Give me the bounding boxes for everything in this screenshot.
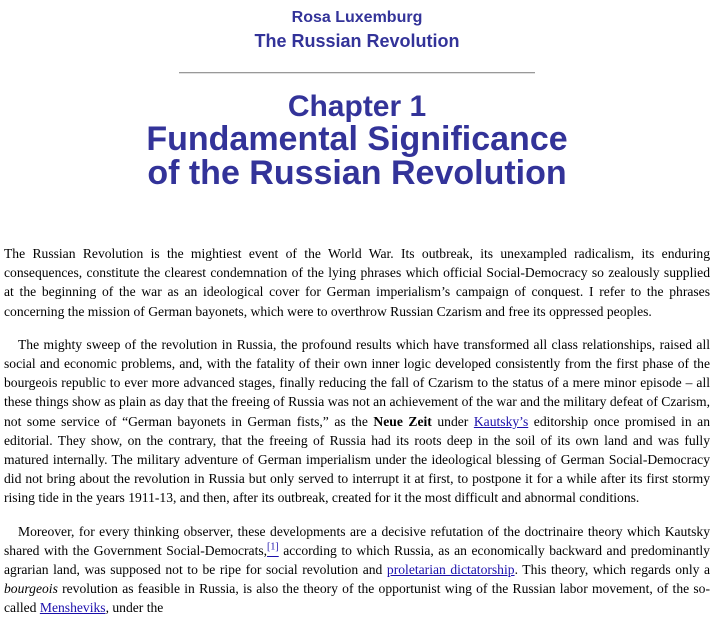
neue-zeit-title: Neue Zeit xyxy=(373,413,432,429)
paragraph-3 xyxy=(4,522,710,618)
paragraph-3-text-e: , under the xyxy=(105,600,164,616)
paragraph-2-text-a: The mighty sweep of the revolution in Russia, the profound results which have transformed all class relationships, raised all social and economic problems, and, with the fatality of their own inner logic developed consistently from the first phase of the bourgeois republic to ever more advanced stages, finally reducing the fall of Czarism to the status of a mere minor episode – all these things show as plain as day that the freeing of Russia was not an achievement of the war and the military defeat of Czarism, not some service of “German bayonets in German fists,” as the xyxy=(4,336,710,429)
chapter-title-line-2: of the Russian Revolution xyxy=(147,154,567,192)
paragraph-3-text-b: according to which Russia, as an economically backward and predominantly agrarian land, was supposed not to be ripe for social revolution and xyxy=(4,542,710,578)
paragraph-3-text-d: revolution as feasible in Russia, is also the theory of the opportunist wing of the Russian labor movement, of the so-called xyxy=(4,581,710,616)
footnote-1-link[interactable] xyxy=(267,543,279,558)
author-name: Rosa Luxemburg xyxy=(291,9,423,26)
mensheviks-link[interactable]: Mensheviks xyxy=(39,600,106,616)
kautsky-link[interactable]: Kautsky’s xyxy=(473,413,529,429)
paragraph-3-text-c: . This theory, which regards only a xyxy=(514,562,710,578)
chapter-title xyxy=(0,122,714,190)
paragraph-3-text-a: Moreover, for every thinking observer, these developments are a decisive refutation of the doctrinaire theory which Kautsky shared with the Government Social-Democrats, xyxy=(4,523,710,558)
proletarian-dictatorship-link[interactable]: proletarian dictatorship xyxy=(386,562,515,578)
paragraph-2 xyxy=(4,335,710,508)
paragraph-2-text-b: under xyxy=(431,413,474,429)
header-divider xyxy=(179,72,535,74)
paragraph-2-text-c: editorship once promised in an editorial. They show, on the contrary, that the freeing of Russia had its roots deep in the soil of its own land and was fully matured internally. The military adventure of German imperialism under the ideological blessing of German Social-Democracy did not bring about the revolution in Russia but only served to interrupt it at first, to postpone it for a while after its first stormy rising tide in the years 1911-13, and then, after its outbreak, created for it the most difficult and abnormal conditions. xyxy=(4,413,710,506)
chapter-title-line-1: Fundamental Significance xyxy=(146,120,568,158)
body-text xyxy=(4,244,710,632)
footnote-1-marker: [1] xyxy=(267,541,279,553)
bourgeois-emphasis: bourgeois xyxy=(4,581,58,597)
book-title: The Russian Revolution xyxy=(254,31,460,51)
paragraph-1: The Russian Revolution is the mightiest event of the World War. Its outbreak, its unexampled radicalism, its enduring consequences, constitute the clearest condemnation of the lying phrases which official Social-Democracy so zealously supplied at the beginning of the war as an ideological cover for German imperialism’s campaign of conquest. I refer to the phrases concerning the mission of German bayonets, which were to overthrow Russian Czarism and free its oppressed peoples. xyxy=(4,246,710,319)
chapter-number: Chapter 1 xyxy=(287,90,427,123)
